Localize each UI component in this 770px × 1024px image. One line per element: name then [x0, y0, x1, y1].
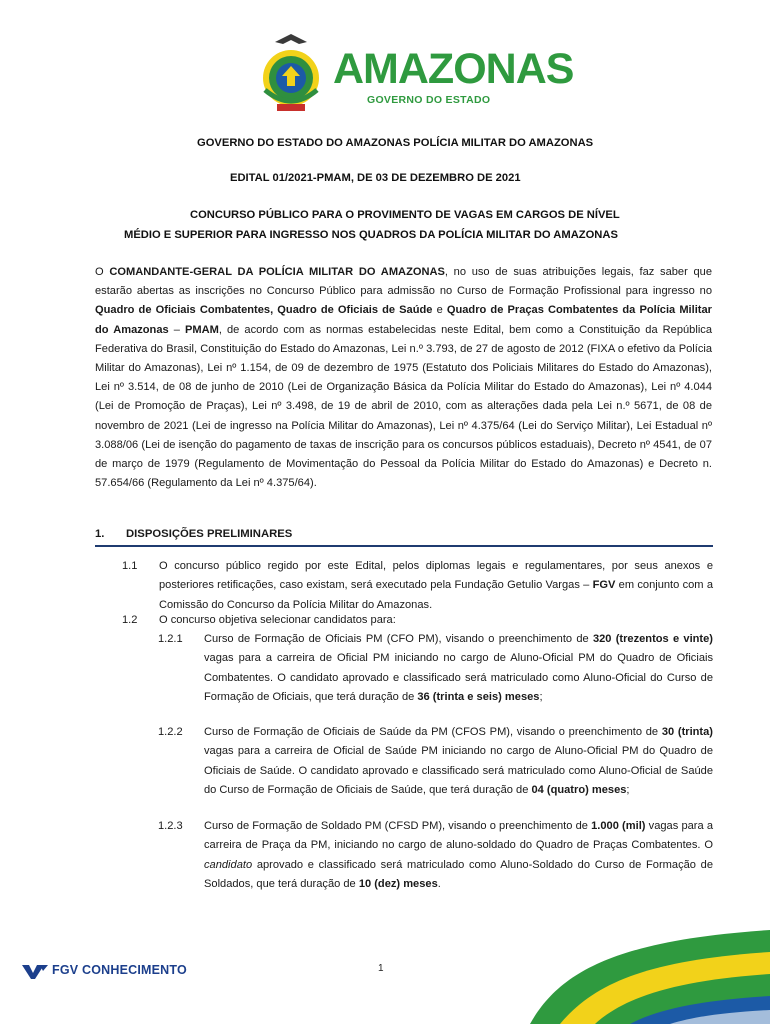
item-number: 1.2 [122, 614, 138, 626]
item-text: Curso de Formação de Soldado PM (CFSD PM), visando o preenchimento de 1.000 (mil) vagas para a carreira de Praça da PM, iniciando no cargo de aluno-soldado do Quadro de Praças Combatentes. O candidato aprovado e classificado será matriculado como Aluno-Soldado do Curso de Formação de Soldados, que terá duração de 10 (dez) meses. [204, 820, 713, 891]
list-item [158, 817, 713, 895]
heading-edital: EDITAL 01/2021-PMAM, DE 03 DE DEZEMBRO DE 2021 [230, 172, 521, 184]
list-item [158, 723, 713, 819]
fgv-brand-text: FGV CONHECIMENTO [52, 963, 187, 977]
item-text: O concurso público regido por este Edital, pelos diplomas legais e regulamentares, por seus anexos e posteriores retificações, caso existam, será executado pela Fundação Getulio Vargas – FGV em conjunto com a Comissão do Concurso da Polícia Militar do Amazonas. [159, 560, 713, 611]
item-text: O concurso objetiva selecionar candidatos para: [159, 614, 396, 626]
list-item [122, 611, 713, 631]
item-number: 1.2.3 [158, 820, 183, 832]
list-item [158, 630, 713, 726]
brand-subtitle: GOVERNO DO ESTADO [367, 94, 491, 106]
item-text: Curso de Formação de Oficiais PM (CFO PM), visando o preenchimento de 320 (trezentos e vinte) vagas para a carreira de Oficial PM iniciando no cargo de Aluno-Oficial PM do Quadro de Oficiais Combatentes. O candidato aprovado e classificado será matriculado como Aluno-Oficial do Curso de Formação de Oficiais, que terá duração de 36 (trinta e seis) meses; [204, 633, 713, 704]
heading-concurso-line2: MÉDIO E SUPERIOR PARA INGRESSO NOS QUADROS DA POLÍCIA MILITAR DO AMAZONAS [124, 229, 618, 241]
brand-title: AMAZONAS [333, 45, 574, 93]
amazonas-logo [255, 30, 574, 116]
fgv-chevron-icon [22, 965, 48, 979]
item-number: 1.2.1 [158, 633, 183, 645]
intro-paragraph: O COMANDANTE-GERAL DA POLÍCIA MILITAR DO AMAZONAS, no uso de suas atribuições legais, faz saber que estarão abertas as inscrições no Concurso Público para admissão no Curso de Formação Profissional para ingresso no Quadro de Oficiais Combatentes, Quadro de Oficiais de Saúde e Quadro de Praças Combatentes da Polícia Militar do Amazonas – PMAM, de acordo com as normas estabelecidas neste Edital, bem como a Constituição da República Federativa do Brasil, Constituição do Estado do Amazonas, Lei n.º 3.793, de 27 de agosto de 2012 (FIXA o efetivo da Polícia Militar do Amazonas), Lei nº 1.154, de 09 de dezembro de 1975 (Estatuto dos Policiais Militares do Estado do Amazonas), Lei nº 3.514, de 08 de junho de 2010 (Lei de Organização Básica da Polícia Militar do Estado do Amazonas), Lei nº 4.044 (Lei de Promoção de Praças), Lei nº 3.498, de 19 de abril de 2010, com as alterações dada pela Lei n.º 5671, de 08 de novembro de 2021 (Lei de ingresso na Polícia Militar do Amazonas), Lei nº 4.375/64 (Lei do Serviço Militar), Lei Estadual nº 3.088/06 (Lei de isenção do pagamento de taxas de inscrição para os concursos públicos estaduais), Decreto nº 4541, de 07 de março de 1979 (Regulamento de Movimentação do Pessoal da Polícia Militar do Estado do Amazonas) e Decreto n. 57.654/66 (Regulamento da Lei nº 4.375/64). [95, 266, 712, 490]
coat-of-arms-icon [255, 30, 327, 116]
page-number: 1 [378, 963, 384, 974]
decorative-waves [500, 900, 770, 1024]
item-text: Curso de Formação de Oficiais de Saúde da PM (CFOS PM), visando o preenchimento de 30 (trinta) vagas para a carreira de Oficial de Saúde PM iniciando no cargo de Aluno-Oficial PM do Quadro de Oficiais de Saúde. O candidato aprovado e classificado será matriculado como Aluno-Oficial de Saúde do Curso de Formação de Oficiais de Saúde, que terá duração de 04 (quatro) meses; [204, 726, 713, 797]
section-divider [95, 545, 713, 547]
section-number: 1. [95, 528, 105, 540]
heading-government: GOVERNO DO ESTADO DO AMAZONAS POLÍCIA MILITAR DO AMAZONAS [197, 137, 594, 149]
heading-concurso-line1: CONCURSO PÚBLICO PARA O PROVIMENTO DE VAGAS EM CARGOS DE NÍVEL [190, 209, 620, 221]
section-title: DISPOSIÇÕES PRELIMINARES [126, 528, 293, 540]
list-item [122, 557, 713, 615]
item-number: 1.2.2 [158, 726, 183, 738]
item-number: 1.1 [122, 560, 138, 572]
